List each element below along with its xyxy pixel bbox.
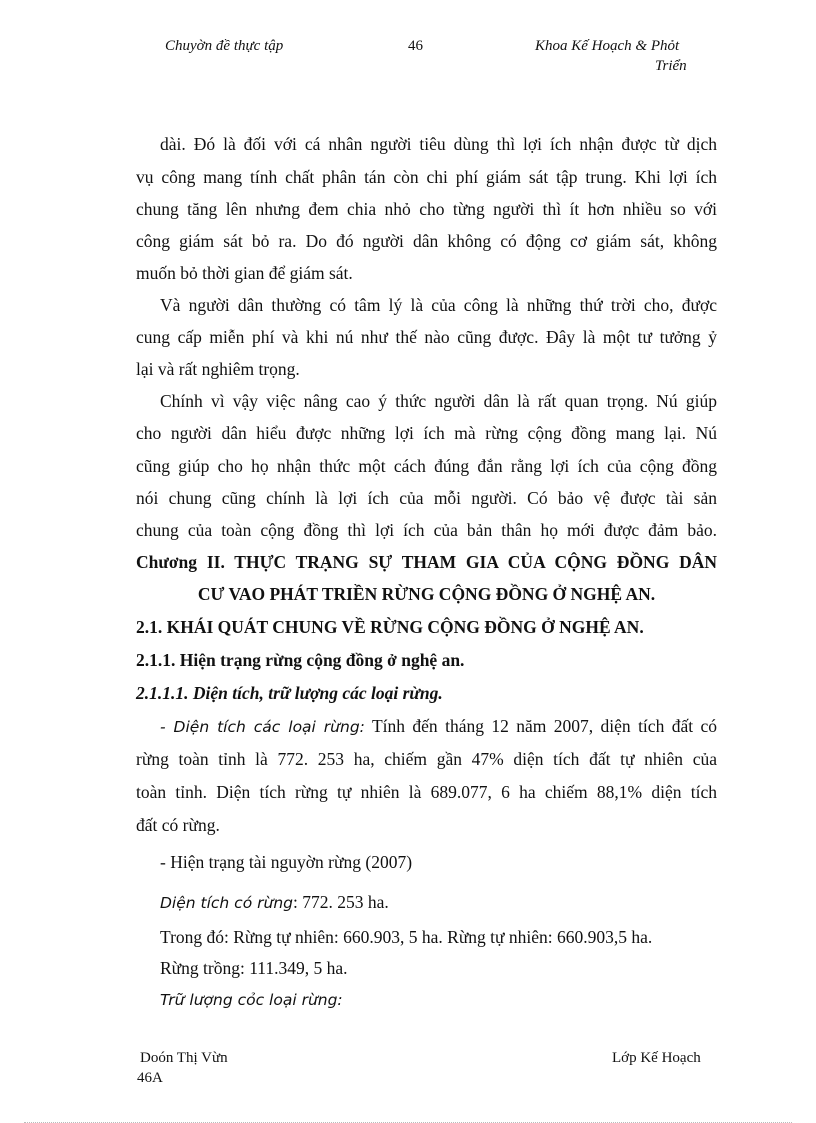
- paragraph-line: cung cấp miễn phí và khi nú như thế nào cũng được. Đây là một tư tưởng ỷ: [136, 327, 717, 347]
- forest-area-line: [160, 892, 389, 913]
- paragraph-line: Và người dân thường có tâm lý là của công là những thứ trời cho, được: [160, 295, 717, 315]
- natural-forest-line: Trong đó: Rừng tự nhiên: 660.903, 5 ha. Rừng tự nhiên: 660.903,5 ha.: [160, 927, 653, 947]
- chapter-heading-line1: Chương II. THỰC TRẠNG SỰ THAM GIA CỦA CỘNG ĐỒNG DÂN: [136, 552, 717, 572]
- section-heading-2-1-1-1: 2.1.1.1. Diện tích, trữ lượng các loại rừng.: [136, 683, 443, 703]
- paragraph-line: công giám sát bỏ ra. Do đó người dân không có động cơ giám sát, không: [136, 231, 717, 251]
- reserve-label: Trữ lượng cỏc loại rừng:: [160, 991, 343, 1009]
- footer-author: Doón Thị Vừn: [140, 1050, 228, 1066]
- area-types-label: - Diện tích các loại rừng:: [160, 718, 365, 736]
- paragraph-line: toàn tỉnh. Diện tích rừng tự nhiên là 689.077, 6 ha chiếm 88,1% diện tích: [136, 782, 717, 802]
- paragraph-line: rừng toàn tỉnh là 772. 253 ha, chiếm gần 47% diện tích đất tự nhiên của: [136, 749, 717, 769]
- resource-status-heading: - Hiện trạng tài nguyờn rừng (2007): [160, 852, 413, 872]
- paragraph-line: cũng giúp cho họ nhận thức một cách đúng đắn rằng lợi ích của cộng đồng: [136, 456, 717, 476]
- paragraph-line: chung tăng lên nhưng đem chia nhỏ cho từng người thì ít hơn nhiều so với: [136, 199, 717, 219]
- forest-area-label: Diện tích có rừng: [160, 894, 293, 912]
- paragraph-line: [160, 716, 717, 737]
- page-number: 46: [408, 38, 423, 54]
- chapter-heading-line2: CƯ VAO PHÁT TRIỀN RỪNG CỘNG ĐỒNG Ở NGHỆ AN.: [197, 584, 656, 604]
- footer-class-name: Lớp Kế Hoạch: [612, 1050, 701, 1066]
- paragraph-line: đất có rừng.: [136, 815, 220, 835]
- paragraph-line: muốn bỏ thời gian để giám sát.: [136, 263, 353, 283]
- paragraph-line: nói chung cũng chính là lợi ích của mỗi người. Có bảo vệ được tài sản: [136, 488, 717, 508]
- footer-class-code: 46A: [137, 1070, 163, 1086]
- planted-forest-line: Rừng trồng: 111.349, 5 ha.: [160, 958, 348, 978]
- header-faculty-line2: Triển: [655, 58, 687, 74]
- paragraph-line: vụ công mang tính chất phân tán còn chi phí giám sát tập trung. Khi lợi ích: [136, 167, 717, 187]
- paragraph-line: lại và rất nghiêm trọng.: [136, 359, 300, 379]
- header-faculty-line1: Khoa Kế Hoạch & Phỏt: [535, 38, 680, 54]
- paragraph-line: cho người dân hiểu được những lợi ích mà rừng cộng đồng mang lại. Nú: [136, 423, 717, 443]
- section-heading-2-1: 2.1. KHÁI QUÁT CHUNG VỀ RỪNG CỘNG ĐỒNG Ở NGHỆ AN.: [136, 617, 644, 637]
- section-heading-2-1-1: 2.1.1. Hiện trạng rừng cộng đồng ở nghệ an.: [136, 650, 465, 670]
- forest-area-value: : 772. 253 ha.: [292, 892, 389, 912]
- paragraph-line: dài. Đó là đối với cá nhân người tiêu dùng thì lợi ích nhận được từ dịch: [160, 134, 717, 154]
- paragraph-line: chung của toàn cộng đồng thì lợi ích của bản thân họ mới được đảm bảo.: [136, 520, 717, 540]
- paragraph-text: Tính đến tháng 12 năm 2007, diện tích đất có: [364, 716, 718, 736]
- header-course-title: Chuyờn đề thực tập: [165, 38, 284, 54]
- paragraph-line: Chính vì vậy việc nâng cao ý thức người dân là rất quan trọng. Nú giúp: [160, 391, 717, 411]
